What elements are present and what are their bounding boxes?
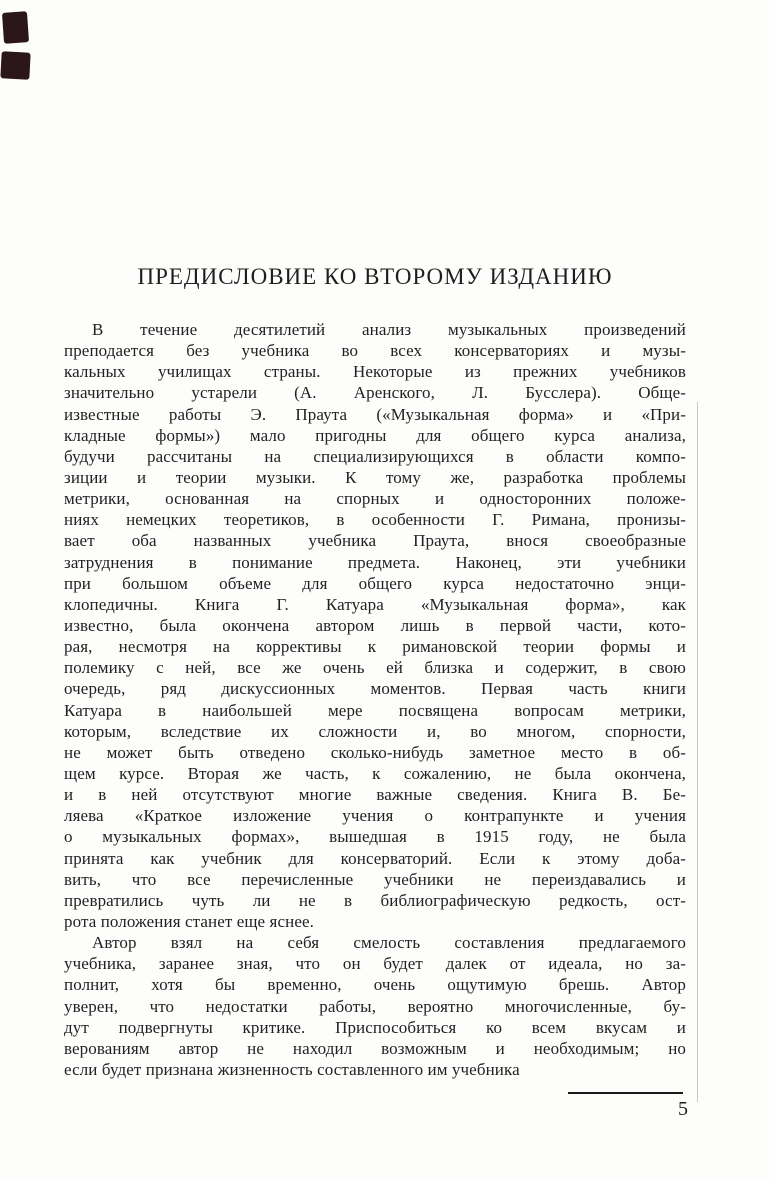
page-title: ПРЕДИСЛОВИЕ КО ВТОРОМУ ИЗДАНИЮ (137, 264, 613, 289)
text-line: рая, несмотря на коррективы к римановской теории формы и (64, 637, 686, 657)
text-line: и в ней отсутствуют многие важные сведения. Книга В. Бе- (64, 785, 686, 805)
text-line: при большом объеме для общего курса недостаточно энци- (64, 573, 686, 593)
scan-ink-blot (2, 11, 29, 44)
text-line: учебника, заранее зная, что он будет далек от идеала, но за- (64, 954, 686, 974)
text-line: не может быть отведено сколько-нибудь заметное место в об- (64, 742, 686, 762)
text-line: рота положения станет еще яснее. (64, 911, 314, 931)
text-line: известные работы Э. Праута («Музыкальная форма» и «При- (64, 404, 686, 424)
text-line: щем курсе. Вторая же часть, к сожалению, не была окончена, (64, 763, 686, 783)
text-line: очередь, ряд дискуссионных моментов. Первая часть книги (64, 679, 686, 699)
text-line: клопедичны. Книга Г. Катуара «Музыкальная форма», как (64, 594, 686, 614)
text-line: принята как учебник для консерваторий. Если к этому доба- (64, 848, 686, 868)
scan-page-edge-line (697, 402, 698, 1102)
text-line: вает оба названных учебника Праута, внося своеобразные (64, 531, 686, 551)
scan-ink-blot (0, 51, 30, 79)
text-line: Катуара в наибольшей мере посвящена вопросам метрики, (64, 700, 686, 720)
text-line: вить, что все перечисленные учебники не переиздавались и (64, 869, 686, 889)
text-line: которым, вследствие их сложности и, во многом, спорности, (64, 721, 686, 741)
text-line: кальных училищах страны. Некоторые из прежних учебников (64, 362, 686, 382)
text-line: В течение десятилетий анализ музыкальных произведений (92, 320, 686, 339)
text-line: затруднения в понимание предмета. Наконец, эти учебники (64, 552, 686, 572)
text-line: верованиям автор не находил возможным и необходимым; но (64, 1038, 686, 1058)
text-line: превратились чуть ли не в библиографическую редкость, ост- (64, 890, 686, 910)
text-line: значительно устарели (А. Аренского, Л. Бусслера). Обще- (64, 383, 686, 403)
text-line: полемику с ней, все же очень ей близка и содержит, в свою (64, 658, 686, 678)
text-line: зиции и теории музыки. К тому же, разработка проблемы (64, 467, 686, 487)
text-line: будучи рассчитаны на специализирующихся в области компо- (64, 446, 686, 466)
text-line: преподается без учебника во всех консерваториях и музы- (64, 341, 686, 361)
body-text (64, 319, 686, 1080)
text-line: метрики, основанная на спорных и односторонних положе- (64, 489, 686, 509)
page-number: 5 (678, 1098, 688, 1120)
text-line: ниях немецких теоретиков, в особенности Г. Римана, пронизы- (64, 510, 686, 530)
text-line: кладные формы») мало пригодны для общего курса анализа, (64, 425, 686, 445)
text-line: полнит, хотя бы временно, очень ощутимую брешь. Автор (64, 975, 686, 995)
text-line: о музыкальных формах», вышедшая в 1915 году, не была (64, 827, 686, 847)
text-line: Автор взял на себя смелость составления предлагаемого (92, 933, 686, 953)
text-line: если будет признана жизненность составленного им учебника (64, 1059, 520, 1079)
text-line: известно, была окончена автором лишь в первой части, кото- (64, 615, 686, 635)
text-line: уверен, что недостатки работы, вероятно многочисленные, бу- (64, 996, 686, 1016)
footer-rule (568, 1092, 683, 1094)
text-line: дут подвергнуты критике. Приспособиться ко всем вкусам и (64, 1017, 686, 1037)
text-line: ляева «Краткое изложение учения о контрапункте и учения (64, 806, 686, 826)
